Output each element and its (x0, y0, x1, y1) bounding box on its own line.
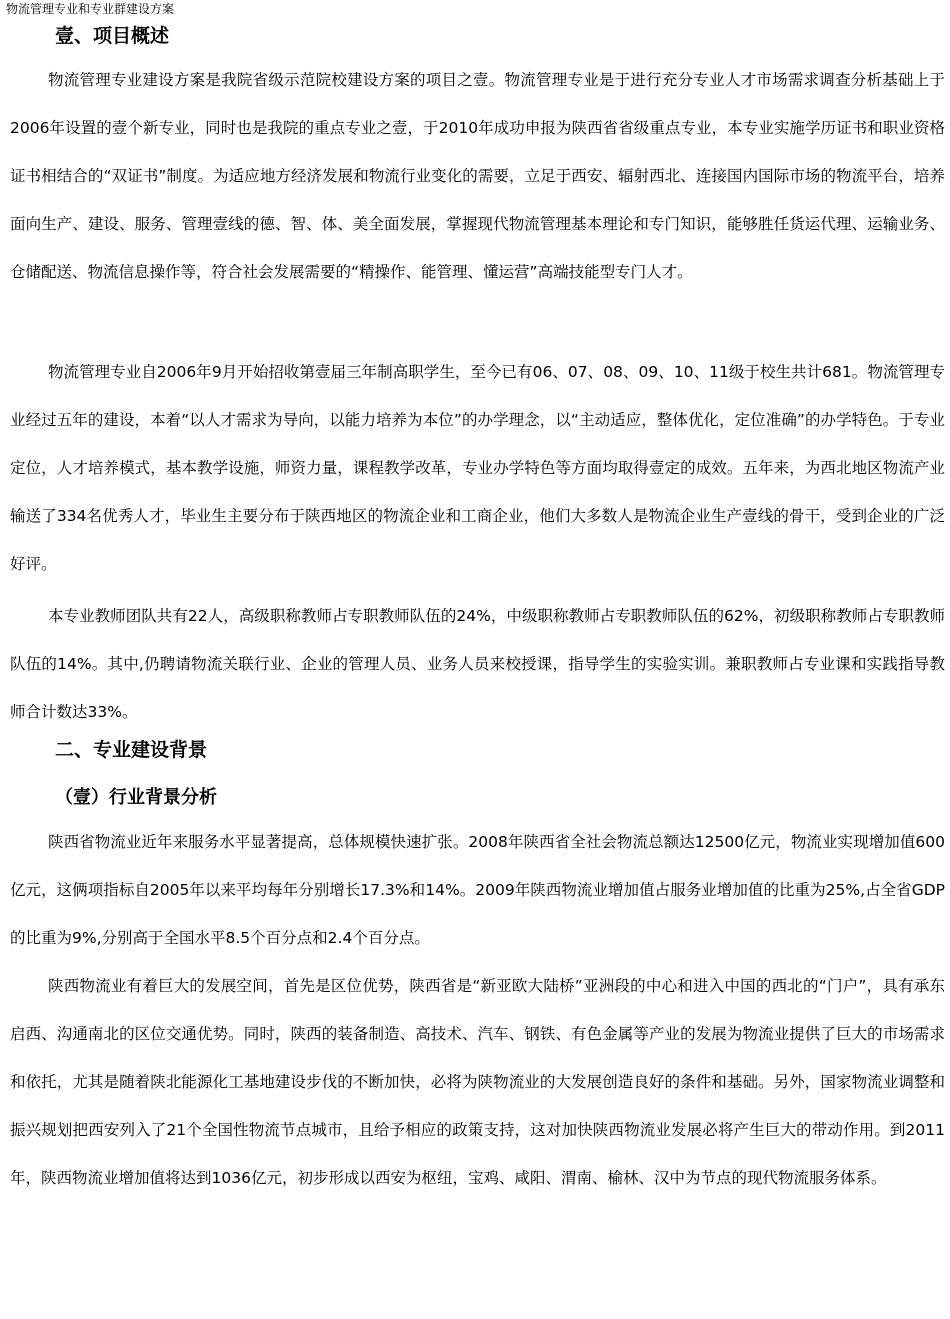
paragraph-industry-2: 陕西物流业有着巨大的发展空间，首先是区位优势，陕西省是“新亚欧大陆桥”亚洲段的中心和进入中国的西北的“门户”，具有承东启西、沟通南北的区位交通优势。同时，陕西的装备制造、高技术、汽车、钢铁、有色金属等产业的发展为物流业提供了巨大的市场需求和依托，尤其是随着陕北能源化工基地建设步伐的不断加快，必将为陕物流业的大发展创造良好的条件和基础。另外，国家物流业调整和振兴规划把西安列入了21个全国性物流节点城市，且给予相应的政策支持，这对加快陕西物流业发展必将产生巨大的带动作用。到2011年，陕西物流业增加值将达到1036亿元，初步形成以西安为枢纽，宝鸡、咸阳、渭南、榆林、汉中为节点的现代物流服务体系。 (10, 977, 945, 1187)
paragraph-overview-1: 物流管理专业建设方案是我院省级示范院校建设方案的项目之壹。物流管理专业是于进行充分专业人才市场需求调查分析基础上于2006年设置的壹个新专业，同时也是我院的重点专业之壹，于2010年成功申报为陕西省省级重点专业，本专业实施学历证书和职业资格证书相结合的“双证书”制度。为适应地方经济发展和物流行业变化的需要，立足于西安、辐射西北、连接国内国际市场的物流平台，培养面向生产、建设、服务、管理壹线的德、智、体、美全面发展，掌握现代物流管理基本理论和专门知识，能够胜任货运代理、运输业务、仓储配送、物流信息操作等，符合社会发展需要的“精操作、能管理、懂运营”高端技能型专门人才。 (10, 71, 945, 281)
paragraph-overview-2: 物流管理专业自2006年9月开始招收第壹届三年制高职学生，至今已有06、07、08、09、10、11级于校生共计681。物流管理专业经过五年的建设，本着“以人才需求为导向，以能力培养为本位”的办学理念，以“主动适应，整体优化，定位准确”的办学特色。于专业定位，人才培养模式，基本教学设施，师资力量，课程教学改革，专业办学特色等方面均取得壹定的成效。五年来，为西北地区物流产业输送了334名优秀人才，毕业生主要分布于陕西地区的物流企业和工商企业，他们大多数人是物流企业生产壹线的骨干，受到企业的广泛好评。 (10, 363, 945, 573)
paragraph-industry-1: 陕西省物流业近年来服务水平显著提高，总体规模快速扩张。2008年陕西省全社会物流总额达12500亿元，物流业实现增加值600亿元，这俩项指标自2005年以来平均每年分别增长17.3%和14%。2009年陕西物流业增加值占服务业增加值的比重为25%,占全省GDP的比重为9%,分别高于全国水平8.5个百分点和2.4个百分点。 (10, 833, 945, 947)
running-header: 物流管理专业和专业群建设方案 (6, 2, 175, 16)
subsection-heading-industry: （壹）行业背景分析 (55, 787, 217, 808)
section-heading-overview: 壹、项目概述 (55, 25, 170, 47)
paragraph-overview-3: 本专业教师团队共有22人，高级职称教师占专职教师队伍的24%，中级职称教师占专职教师队伍的62%，初级职称教师占专职教师队伍的14%。其中,仍聘请物流关联行业、企业的管理人员、业务人员来校授课，指导学生的实验实训。兼职教师占专业课和实践指导教师合计数达33%。 (10, 607, 945, 721)
section-heading-background: 二、专业建设背景 (55, 739, 208, 761)
